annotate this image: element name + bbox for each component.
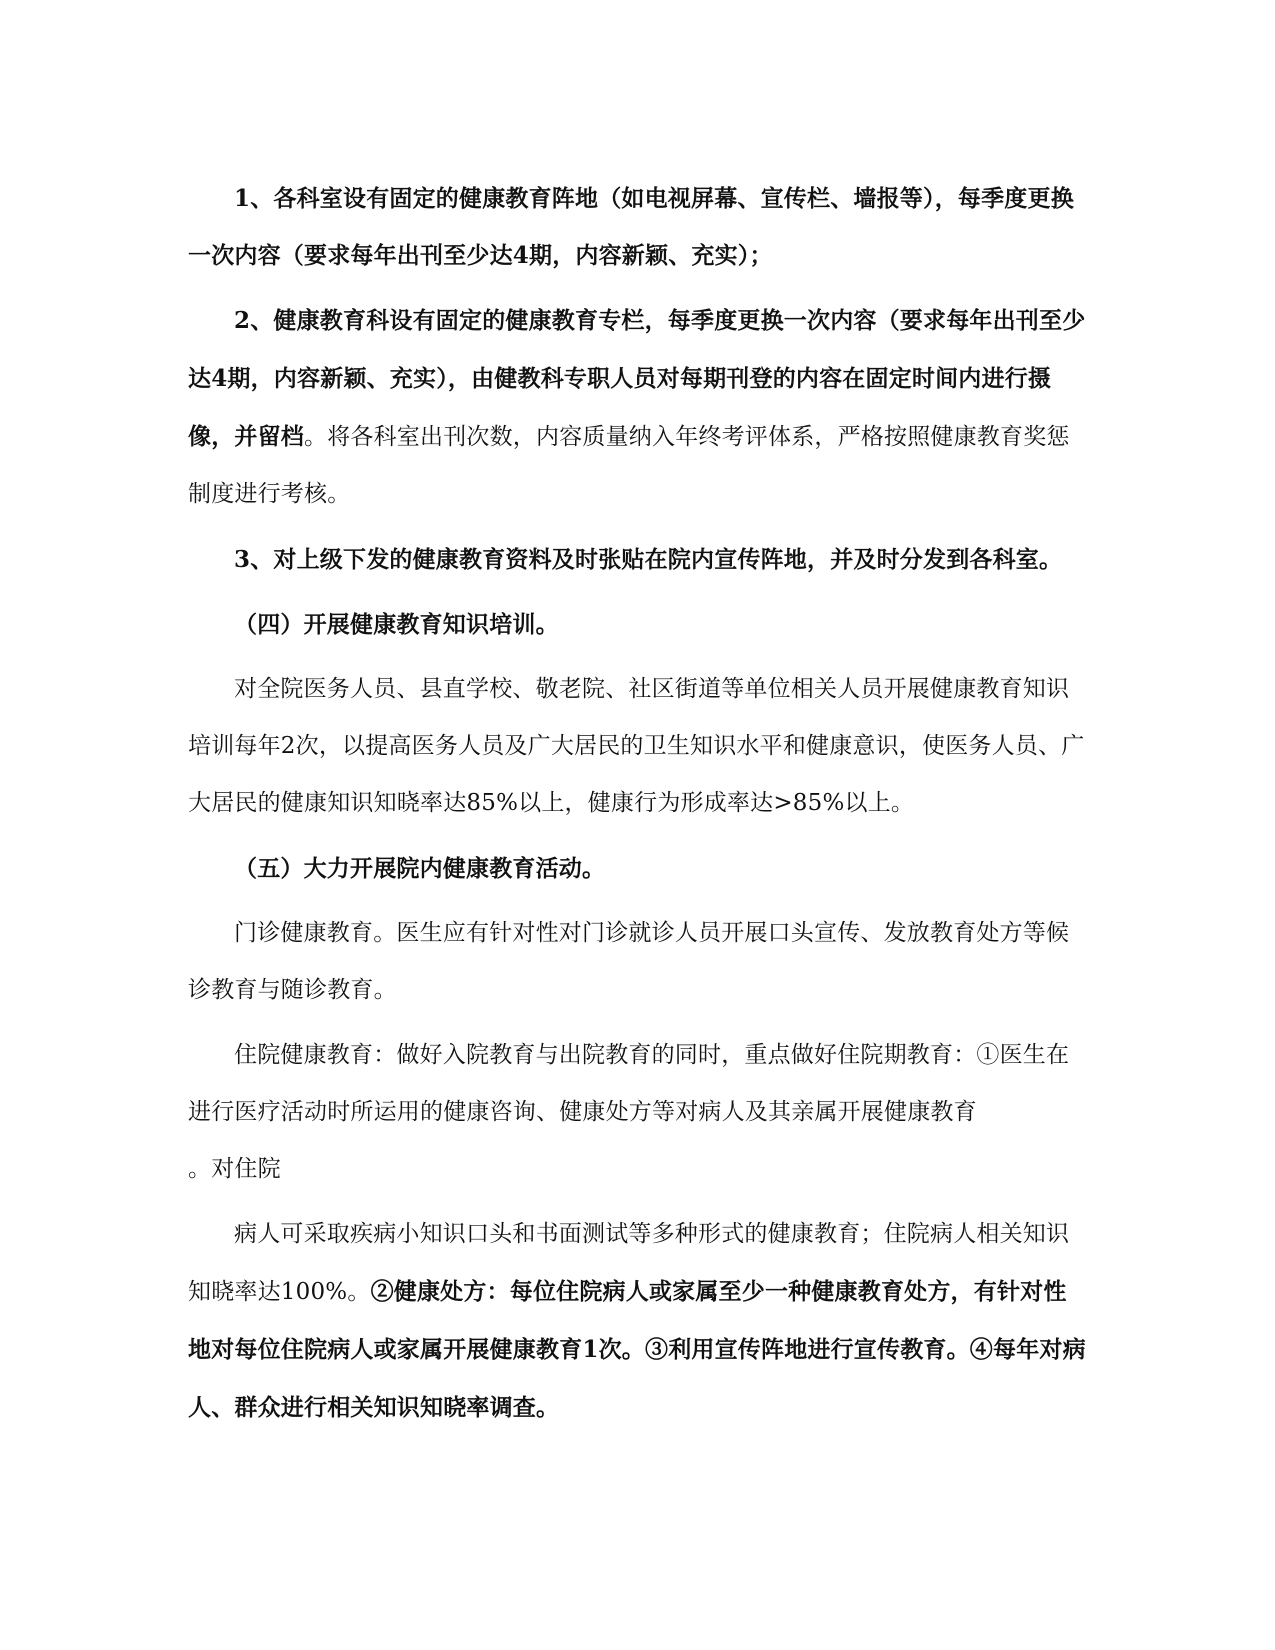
paragraph-inpatient-tail: 。对住院 xyxy=(188,1156,281,1182)
section-heading-4: （四）开展健康教育知识培训。 xyxy=(234,611,559,638)
paragraph-item-3: 3、对上级下发的健康教育资料及时张贴在院内宣传阵地，并及时分发到各科室。 xyxy=(234,546,1063,573)
paragraph-inpatient-continued-bold: ②健康处方：每位住院病人或家属至少一种健康教育处方，有针对性地对每位住院病人或家属开展健康教育1次。③利用宣传阵地进行宣传教育。④每年对病人、群众进行相关知识知晓率调查。 xyxy=(188,1278,1086,1421)
section-heading-5: （五）大力开展院内健康教育活动。 xyxy=(234,855,606,882)
paragraph-item-2-bold: 2、健康教育科设有固定的健康教育专栏，每季度更换一次内容（要求每年出刊至少达4期，内容新颖、充实），由健教科专职人员对每期刊登的内容在固定时间内进行摄像，并留档 xyxy=(188,307,1086,450)
paragraph-item-1: 1、各科室设有固定的健康教育阵地（如电视屏幕、宣传栏、墙报等），每季度更换一次内容（要求每年出刊至少达4期，内容新颖、充实）； xyxy=(188,185,1074,269)
paragraph-training: 对全院医务人员、县直学校、敬老院、社区街道等单位相关人员开展健康教育知识培训每年2次，以提高医务人员及广大居民的卫生知识水平和健康意识，使医务人员、广大居民的健康知识知晓率达85%以上，健康行为形成率达>85%以上。 xyxy=(188,676,1085,816)
paragraph-outpatient: 门诊健康教育。医生应有针对性对门诊就诊人员开展口头宣传、发放教育处方等候诊教育与随诊教育。 xyxy=(188,920,1070,1003)
paragraph-item-2 xyxy=(188,292,1088,523)
paragraph-inpatient-continued xyxy=(188,1206,1088,1437)
paragraph-inpatient-continued-normal: 病人可采取疾病小知识口头和书面测试等多种形式的健康教育；住院病人相关知识知晓率达100%。 xyxy=(188,1221,1070,1305)
paragraph-item-2-normal: 。将各科室出刊次数，内容质量纳入年终考评体系，严格按照健康教育奖惩制度进行考核。 xyxy=(188,424,1070,507)
document-body xyxy=(188,170,1088,1437)
paragraph-inpatient: 住院健康教育：做好入院教育与出院教育的同时，重点做好住院期教育：①医生在进行医疗活动时所运用的健康咨询、健康处方等对病人及其亲属开展健康教育 xyxy=(188,1042,1070,1125)
